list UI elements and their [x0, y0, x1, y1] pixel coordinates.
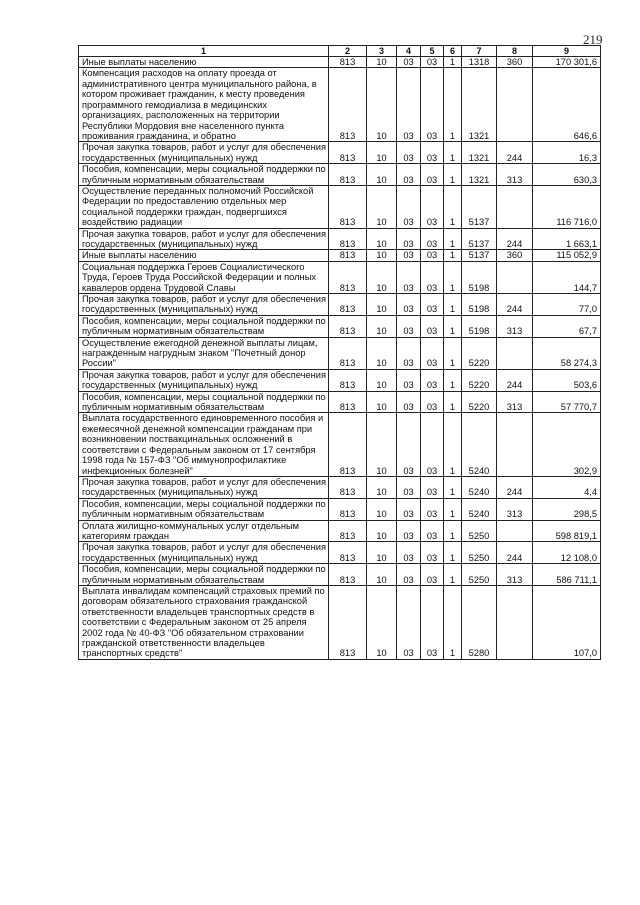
row-amount: 4,4 — [533, 476, 601, 498]
row-code-target-2: 1 — [444, 57, 462, 68]
row-code-ministry: 813 — [329, 142, 367, 164]
row-amount: 630,3 — [533, 164, 601, 186]
row-code-target-1: 03 — [421, 57, 444, 68]
row-amount: 144,7 — [533, 261, 601, 293]
row-code-ministry: 813 — [329, 520, 367, 542]
table-row — [79, 68, 601, 142]
row-description: Прочая закупка товаров, работ и услуг для обеспечения государственных (муниципальных) нужд — [79, 476, 329, 498]
row-code-expense-type — [497, 68, 533, 142]
row-code-target-2: 1 — [444, 164, 462, 186]
row-code-expense-type: 244 — [497, 542, 533, 564]
row-code-ministry: 813 — [329, 250, 367, 261]
row-code-target-3: 5220 — [462, 391, 497, 413]
row-description: Пособия, компенсации, меры социальной поддержки по публичным нормативным обязательствам — [79, 391, 329, 413]
row-code-ministry: 813 — [329, 585, 367, 659]
row-code-subsection: 03 — [397, 585, 421, 659]
row-code-section: 10 — [367, 261, 397, 293]
row-code-section: 10 — [367, 369, 397, 391]
row-code-target-3: 1321 — [462, 142, 497, 164]
row-amount: 116 716,0 — [533, 185, 601, 228]
row-code-section: 10 — [367, 413, 397, 476]
row-code-target-1: 03 — [421, 185, 444, 228]
column-header: 5 — [421, 46, 444, 57]
table-row — [79, 337, 601, 369]
row-code-subsection: 03 — [397, 164, 421, 186]
row-code-target-3: 5240 — [462, 498, 497, 520]
row-code-section: 10 — [367, 164, 397, 186]
row-code-target-2: 1 — [444, 520, 462, 542]
row-description: Пособия, компенсации, меры социальной поддержки по публичным нормативным обязательствам — [79, 164, 329, 186]
row-code-expense-type — [497, 185, 533, 228]
row-code-subsection: 03 — [397, 413, 421, 476]
row-code-subsection: 03 — [397, 315, 421, 337]
row-description: Иные выплаты населению — [79, 57, 329, 68]
table-row — [79, 57, 601, 68]
table-row — [79, 315, 601, 337]
row-code-target-3: 5198 — [462, 294, 497, 316]
row-code-target-1: 03 — [421, 369, 444, 391]
row-code-target-3: 5220 — [462, 369, 497, 391]
row-code-subsection: 03 — [397, 520, 421, 542]
row-code-target-3: 5240 — [462, 476, 497, 498]
row-code-subsection: 03 — [397, 294, 421, 316]
row-code-target-2: 1 — [444, 294, 462, 316]
row-code-section: 10 — [367, 142, 397, 164]
row-code-subsection: 03 — [397, 185, 421, 228]
row-description: Прочая закупка товаров, работ и услуг для обеспечения государственных (муниципальных) нужд — [79, 542, 329, 564]
row-code-expense-type: 360 — [497, 250, 533, 261]
row-description: Осуществление ежегодной денежной выплаты лицам, награжденным нагрудным знаком "Почетный донор России" — [79, 337, 329, 369]
page-number: 219 — [583, 32, 603, 47]
row-code-section: 10 — [367, 585, 397, 659]
row-code-subsection: 03 — [397, 142, 421, 164]
row-description: Пособия, компенсации, меры социальной поддержки по публичным нормативным обязательствам — [79, 315, 329, 337]
table-row — [79, 391, 601, 413]
row-code-section: 10 — [367, 315, 397, 337]
row-code-ministry: 813 — [329, 337, 367, 369]
row-code-target-1: 03 — [421, 520, 444, 542]
column-header: 1 — [79, 46, 329, 57]
row-description: Выплата инвалидам компенсаций страховых премий по договорам обязательного страхования гражданской ответственности владельцев транспортных средств в соответствии с Федеральным законом от 25 апреля 2002 года № 40-ФЗ "Об обязательном страховании гражданской ответственности владельцев транспортных средств" — [79, 585, 329, 659]
row-code-target-3: 1321 — [462, 164, 497, 186]
column-header: 2 — [329, 46, 367, 57]
row-code-target-1: 03 — [421, 228, 444, 250]
row-code-target-3: 5137 — [462, 250, 497, 261]
row-code-target-2: 1 — [444, 391, 462, 413]
row-code-section: 10 — [367, 337, 397, 369]
row-code-section: 10 — [367, 564, 397, 586]
row-description: Прочая закупка товаров, работ и услуг для обеспечения государственных (муниципальных) нужд — [79, 228, 329, 250]
row-code-ministry: 813 — [329, 391, 367, 413]
row-description: Прочая закупка товаров, работ и услуг для обеспечения государственных (муниципальных) нужд — [79, 369, 329, 391]
table-row — [79, 520, 601, 542]
row-code-target-2: 1 — [444, 315, 462, 337]
row-code-section: 10 — [367, 250, 397, 261]
row-code-expense-type — [497, 337, 533, 369]
table-row — [79, 369, 601, 391]
table-row — [79, 476, 601, 498]
row-code-section: 10 — [367, 68, 397, 142]
row-code-target-3: 5137 — [462, 185, 497, 228]
row-code-target-3: 5250 — [462, 520, 497, 542]
row-code-subsection: 03 — [397, 57, 421, 68]
table-row — [79, 228, 601, 250]
row-code-ministry: 813 — [329, 294, 367, 316]
table-row — [79, 542, 601, 564]
row-code-section: 10 — [367, 228, 397, 250]
row-code-expense-type: 313 — [497, 498, 533, 520]
row-code-ministry: 813 — [329, 498, 367, 520]
row-amount: 302,9 — [533, 413, 601, 476]
row-code-target-3: 5240 — [462, 413, 497, 476]
column-header: 4 — [397, 46, 421, 57]
row-amount: 646,6 — [533, 68, 601, 142]
row-code-target-1: 03 — [421, 391, 444, 413]
row-amount: 16,3 — [533, 142, 601, 164]
row-code-subsection: 03 — [397, 369, 421, 391]
row-code-target-3: 5137 — [462, 228, 497, 250]
row-code-subsection: 03 — [397, 391, 421, 413]
row-code-target-1: 03 — [421, 294, 444, 316]
row-description: Социальная поддержка Героев Социалистического Труда, Героев Труда Российской Федерации и полных кавалеров ордена Трудовой Славы — [79, 261, 329, 293]
row-code-target-2: 1 — [444, 261, 462, 293]
row-code-target-3: 1318 — [462, 57, 497, 68]
row-code-target-1: 03 — [421, 542, 444, 564]
row-amount: 115 052,9 — [533, 250, 601, 261]
row-code-target-1: 03 — [421, 337, 444, 369]
row-code-subsection: 03 — [397, 261, 421, 293]
row-code-section: 10 — [367, 542, 397, 564]
row-code-expense-type: 244 — [497, 369, 533, 391]
header-row — [79, 46, 601, 57]
row-code-target-1: 03 — [421, 476, 444, 498]
row-amount: 598 819,1 — [533, 520, 601, 542]
row-code-target-3: 5280 — [462, 585, 497, 659]
row-description: Пособия, компенсации, меры социальной поддержки по публичным нормативным обязательствам — [79, 498, 329, 520]
row-amount: 1 663,1 — [533, 228, 601, 250]
row-code-subsection: 03 — [397, 476, 421, 498]
row-code-expense-type — [497, 413, 533, 476]
row-code-section: 10 — [367, 476, 397, 498]
row-code-ministry: 813 — [329, 228, 367, 250]
table-row — [79, 564, 601, 586]
row-code-section: 10 — [367, 520, 397, 542]
table-row — [79, 142, 601, 164]
table-row — [79, 585, 601, 659]
row-code-ministry: 813 — [329, 261, 367, 293]
row-amount: 67,7 — [533, 315, 601, 337]
row-code-section: 10 — [367, 57, 397, 68]
row-code-expense-type: 313 — [497, 315, 533, 337]
row-code-section: 10 — [367, 391, 397, 413]
row-description: Прочая закупка товаров, работ и услуг для обеспечения государственных (муниципальных) нужд — [79, 294, 329, 316]
row-code-subsection: 03 — [397, 250, 421, 261]
row-code-expense-type — [497, 520, 533, 542]
row-code-section: 10 — [367, 498, 397, 520]
row-code-target-3: 5250 — [462, 542, 497, 564]
row-amount: 170 301,6 — [533, 57, 601, 68]
row-code-target-1: 03 — [421, 164, 444, 186]
row-code-ministry: 813 — [329, 164, 367, 186]
row-code-subsection: 03 — [397, 564, 421, 586]
table-row — [79, 250, 601, 261]
row-code-target-3: 5198 — [462, 315, 497, 337]
row-description: Прочая закупка товаров, работ и услуг для обеспечения государственных (муниципальных) нужд — [79, 142, 329, 164]
row-code-expense-type: 244 — [497, 228, 533, 250]
row-code-target-1: 03 — [421, 564, 444, 586]
column-header: 7 — [462, 46, 497, 57]
row-amount: 12 108,0 — [533, 542, 601, 564]
column-header: 6 — [444, 46, 462, 57]
row-code-subsection: 03 — [397, 68, 421, 142]
row-code-section: 10 — [367, 294, 397, 316]
row-code-target-3: 5220 — [462, 337, 497, 369]
row-amount: 58 274,3 — [533, 337, 601, 369]
row-code-target-2: 1 — [444, 185, 462, 228]
row-amount: 298,5 — [533, 498, 601, 520]
row-code-target-2: 1 — [444, 564, 462, 586]
row-code-target-2: 1 — [444, 542, 462, 564]
row-code-ministry: 813 — [329, 542, 367, 564]
row-code-subsection: 03 — [397, 542, 421, 564]
row-code-ministry: 813 — [329, 57, 367, 68]
row-description: Компенсация расходов на оплату проезда от административного центра муниципального района, в котором проживает гражданин, к месту проведения программного гемодиализа в медицинских организациях, расположенных на территории Республики Мордовия вне населенного пункта проживания гражданина, и обратно — [79, 68, 329, 142]
row-code-expense-type: 313 — [497, 564, 533, 586]
table-row — [79, 498, 601, 520]
row-code-target-2: 1 — [444, 228, 462, 250]
table-row — [79, 294, 601, 316]
row-code-target-1: 03 — [421, 585, 444, 659]
budget-table — [78, 45, 601, 660]
row-code-section: 10 — [367, 185, 397, 228]
row-code-ministry: 813 — [329, 564, 367, 586]
row-code-target-1: 03 — [421, 413, 444, 476]
row-code-expense-type — [497, 261, 533, 293]
row-code-expense-type: 244 — [497, 142, 533, 164]
row-code-ministry: 813 — [329, 185, 367, 228]
row-code-ministry: 813 — [329, 315, 367, 337]
row-code-target-1: 03 — [421, 250, 444, 261]
row-code-expense-type: 313 — [497, 164, 533, 186]
table-row — [79, 185, 601, 228]
row-code-expense-type: 360 — [497, 57, 533, 68]
row-code-subsection: 03 — [397, 228, 421, 250]
row-code-target-1: 03 — [421, 68, 444, 142]
row-code-ministry: 813 — [329, 476, 367, 498]
row-code-target-2: 1 — [444, 369, 462, 391]
row-amount: 586 711,1 — [533, 564, 601, 586]
row-amount: 503,6 — [533, 369, 601, 391]
table-row — [79, 413, 601, 476]
row-amount: 77,0 — [533, 294, 601, 316]
row-code-expense-type: 244 — [497, 294, 533, 316]
row-amount: 57 770,7 — [533, 391, 601, 413]
row-code-expense-type — [497, 585, 533, 659]
row-code-target-3: 5198 — [462, 261, 497, 293]
row-code-target-2: 1 — [444, 498, 462, 520]
row-description: Оплата жилищно-коммунальных услуг отдельным категориям граждан — [79, 520, 329, 542]
row-code-target-1: 03 — [421, 315, 444, 337]
row-code-expense-type: 244 — [497, 476, 533, 498]
row-description: Пособия, компенсации, меры социальной поддержки по публичным нормативным обязательствам — [79, 564, 329, 586]
row-code-target-2: 1 — [444, 413, 462, 476]
row-code-target-1: 03 — [421, 142, 444, 164]
row-code-target-2: 1 — [444, 250, 462, 261]
row-code-subsection: 03 — [397, 337, 421, 369]
table-row — [79, 164, 601, 186]
table-row — [79, 261, 601, 293]
column-header: 3 — [367, 46, 397, 57]
row-code-target-3: 5250 — [462, 564, 497, 586]
row-code-ministry: 813 — [329, 369, 367, 391]
row-code-ministry: 813 — [329, 68, 367, 142]
column-header: 8 — [497, 46, 533, 57]
row-amount: 107,0 — [533, 585, 601, 659]
row-code-target-1: 03 — [421, 498, 444, 520]
row-code-target-2: 1 — [444, 476, 462, 498]
row-code-target-2: 1 — [444, 585, 462, 659]
row-code-expense-type: 313 — [497, 391, 533, 413]
column-header: 9 — [533, 46, 601, 57]
row-code-target-2: 1 — [444, 142, 462, 164]
row-code-target-1: 03 — [421, 261, 444, 293]
row-description: Осуществление переданных полномочий Российской Федерации по предоставлению отдельных мер социальной поддержки граждан, подвергшихся воздействию радиации — [79, 185, 329, 228]
row-code-target-2: 1 — [444, 337, 462, 369]
row-code-ministry: 813 — [329, 413, 367, 476]
row-description: Выплата государственного единовременного пособия и ежемесячной денежной компенсации гражданам при возникновении поствакцинальных осложнений в соответствии с Федеральным законом от 17 сентября 1998 года № 157-ФЗ "Об иммунопрофилактике инфекционных болезней" — [79, 413, 329, 476]
row-code-subsection: 03 — [397, 498, 421, 520]
row-code-target-2: 1 — [444, 68, 462, 142]
row-description: Иные выплаты населению — [79, 250, 329, 261]
row-code-target-3: 1321 — [462, 68, 497, 142]
